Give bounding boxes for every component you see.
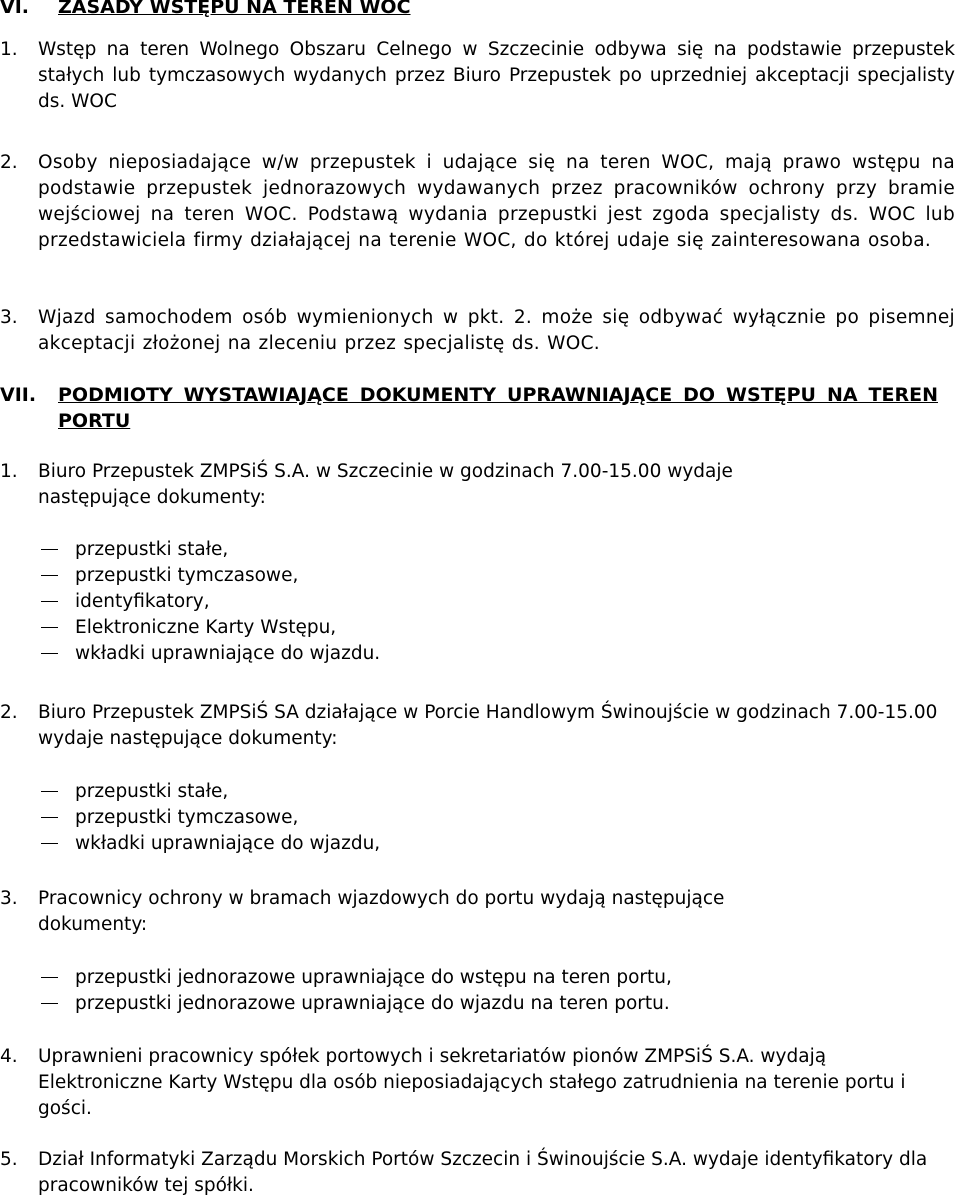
dash-bullet-icon: [41, 977, 58, 978]
paragraph-text: Uprawnieni pracownicy spółek portowych i sekretariatów pionów ZMPSiŚ S.A. wydają Elektroniczne Karty Wstępu dla osób nieposiadających stałego zatrudnienia na terenie portu i gości.: [38, 1046, 906, 1119]
document-page: VI. ZASADY WSTĘPU NA TEREN WOC 1. Wstęp na teren Wolnego Obszaru Celnego w Szczecinie odbywa się na podstawie przepustek stałych lub tymczasowych wydanych przez Biuro Przepustek po uprzedniej akceptacji specjalisty ds. WOC 2. Osoby nieposiadające w/w przepustek i udające się na teren WOC, mają prawo wstępu na podstawie przepustek jednorazowych wydawanych przez pracowników ochrony przy bramie wejściowej na teren WOC. Podstawą wydania przepustki jest zgoda specjalisty ds. WOC lub przedstawiciela firmy działającej na terenie WOC, do której udaje się zainteresowana osoba. 3. Wjazd samochodem osób wymienionych w pkt. 2. może się odbywać wyłącznie po pisemnej akceptacji złożonej na zleceniu przez specjalistę ds. WOC. VII. PODMIOTY WYSTAWIAJĄCE DOKUMENTY UPRAWNIAJĄCE DO WSTĘPU NA TEREN PORTU 1. Biuro Przepustek ZMPSiŚ S.A. w Szczecinie w godzinach 7.00-15.00 wydaje następujące dokumenty: przepustki stałe, przepustki tymczasowe, identyfikatory, Elektroniczne Karty Wstępu, wkładki uprawniające do wjazdu. 2. Biuro Przepustek ZMPSiŚ SA działające w Porcie Handlowym Świnoujście w godzinach 7.00-15.00 wydaje następujące dokumenty: przepustki stałe, przepustki tymczasowe, wkładki uprawniające do wjazdu, 3. Pracownicy ochrony w bramach wjazdowych do portu wydają następujące dokumenty: przepustki jednorazowe uprawniające do wstępu na teren portu, przepustki jednorazowe uprawniające do wjazdu na teren portu. 4. Uprawnieni pracownicy spółek portowych i sekretariatów pionów ZMPSiŚ S.A. wydają Elektroniczne Karty Wstępu dla osób nieposiadających stałego zatrudnienia na terenie portu i gości. 5. Dział Informatyki Zarządu Morskich Portów Szczecin i Świnoujście S.A. wydaje identyfikatory dla pracowników tej spółki.: [0, 0, 960, 1199]
dash-bullet-icon: [41, 549, 58, 550]
dash-bullet-icon: [41, 575, 58, 576]
dash-bullet-icon: [41, 843, 58, 844]
dash-bullet-icon: [41, 1003, 58, 1004]
section-number: VI.: [0, 0, 29, 18]
section-title: PODMIOTY WYSTAWIAJĄCE DOKUMENTY UPRAWNIAJĄCE DO WSTĘPU NA TEREN PORTU: [58, 384, 938, 432]
paragraph-text: Pracownicy ochrony w bramach wjazdowych do portu wydają następujące dokumenty:: [38, 888, 725, 935]
paragraph-text: Wstęp na teren Wolnego Obszaru Celnego w Szczecinie odbywa się na podstawie przepustek stałych lub tymczasowych wydanych przez Biuro Przepustek po uprzedniej akceptacji specjalisty ds. WOC: [38, 39, 955, 112]
paragraph-number: 1.: [0, 39, 18, 60]
paragraph-number: 2.: [0, 702, 18, 723]
paragraph-number: 3.: [0, 888, 18, 909]
dash-bullet-icon: [41, 627, 58, 628]
dash-bullet-icon: [41, 817, 58, 818]
paragraph-number: 4.: [0, 1046, 18, 1067]
paragraph-text: Dział Informatyki Zarządu Morskich Portów Szczecin i Świnoujście S.A. wydaje identyfikatory dla pracowników tej spółki.: [38, 1149, 928, 1196]
paragraph-number: 3.: [0, 307, 18, 328]
paragraph-number: 1.: [0, 461, 18, 482]
section-number: VII.: [0, 384, 37, 406]
dash-bullet-icon: [41, 601, 58, 602]
section-title: ZASADY WSTĘPU NA TEREN WOC: [58, 0, 411, 18]
paragraph-number: 5.: [0, 1149, 18, 1170]
dash-bullet-icon: [41, 653, 58, 654]
paragraph-text: Biuro Przepustek ZMPSiŚ SA działające w Porcie Handlowym Świnoujście w godzinach 7.00-15.00 wydaje następujące dokumenty:: [38, 702, 938, 749]
paragraph-number: 2.: [0, 152, 18, 173]
paragraph-text: Biuro Przepustek ZMPSiŚ S.A. w Szczecinie w godzinach 7.00-15.00 wydaje następujące dokumenty:: [38, 461, 733, 508]
paragraph-text: Osoby nieposiadające w/w przepustek i udające się na teren WOC, mają prawo wstępu na podstawie przepustek jednorazowych wydawanych przez pracowników ochrony przy bramie wejściowej na teren WOC. Podstawą wydania przepustki jest zgoda specjalisty ds. WOC lub przedstawiciela firmy działającej na terenie WOC, do której udaje się zainteresowana osoba.: [38, 152, 955, 251]
paragraph-text: Wjazd samochodem osób wymienionych w pkt. 2. może się odbywać wyłącznie po pisemnej akceptacji złożonej na zleceniu przez specjalistę ds. WOC.: [38, 307, 955, 354]
dash-bullet-icon: [41, 791, 58, 792]
